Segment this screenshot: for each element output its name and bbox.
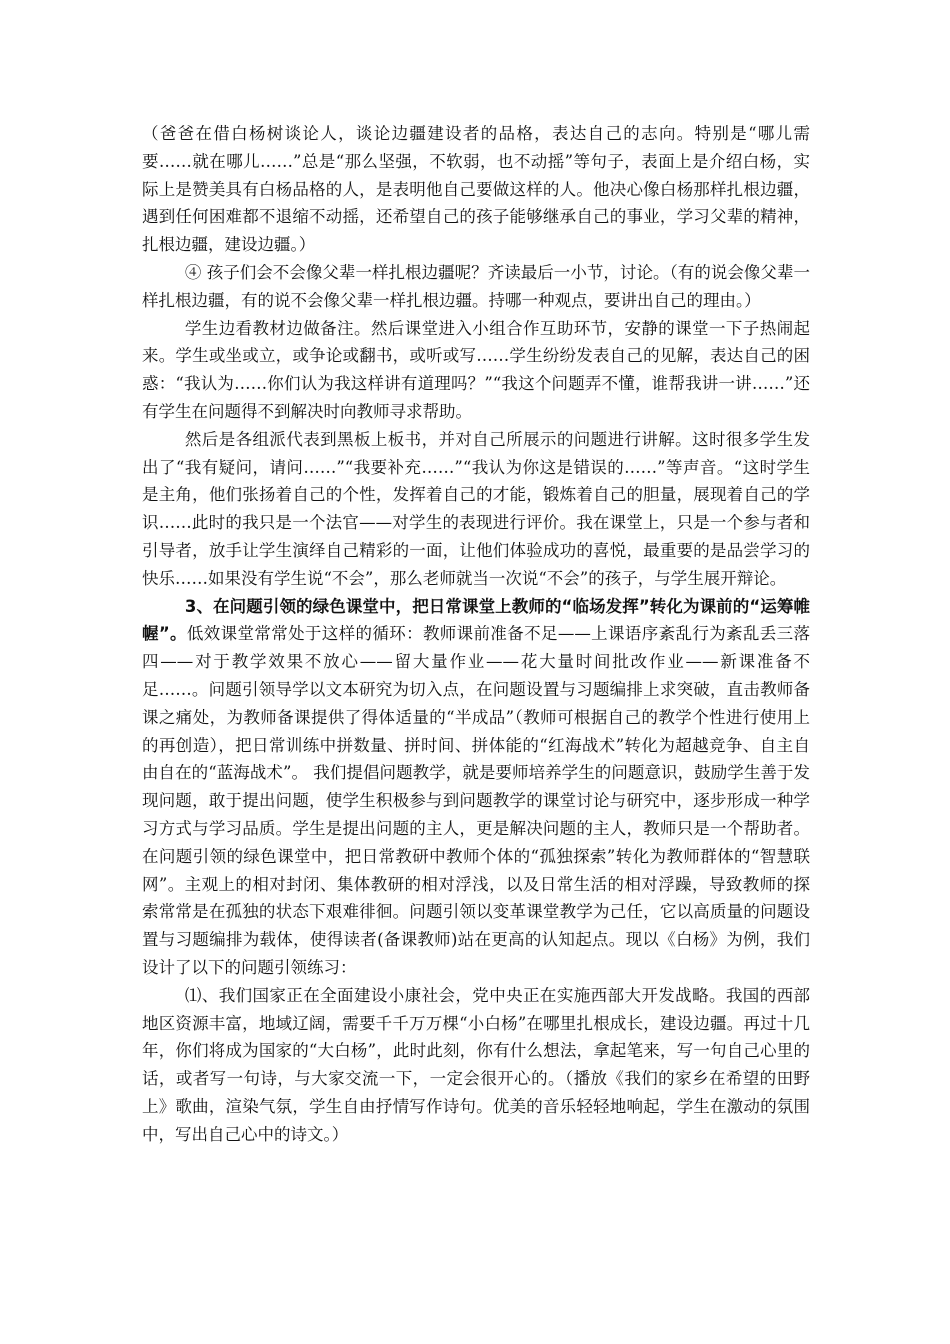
paragraph-exercise-1: ⑴、我们国家正在全面建设小康社会，党中央正在实施西部大开发战略。我国的西部地区资源丰富，地域辽阔，需要千千万万棵“小白杨”在哪里扎根成长，建设边疆。再过十几年，你们将成为国家的“大白杨”，此时此刻，你有什么想法，拿起笔来，写一句自己心里的话，或者写一句诗，与大家交流一下，一定会很开心的。（播放《我们的家乡在希望的田野上》歌曲，渲染气氛，学生自由抒情写作诗句。优美的音乐轻轻地响起，学生在激动的氛围中，写出自己心中的诗文。）	[142, 985, 810, 1144]
document-body	[142, 120, 810, 1148]
section-3-text: 低效课堂常常处于这样的循环：教师课前准备不足——上课语序紊乱行为紊乱丢三落四——对于教学效果不放心——留大量作业——花大量时间批改作业——新课准备不足……。问题引领导学以文本研究为切入点，在问题设置与习题编排上求突破，直击教师备课之痛处，为教师备课提供了得体适量的“半成品”（教师可根据自己的教学个性进行使用上的再创造），把日常训练中拼数量、拼时间、拼体能的“红海战术”转化为超越竞争、自主自由自在的“蓝海战术”。 我们提倡问题教学，就是要师培养学生的问题意识，鼓励学生善于发现问题，敢于提出问题，使学生积极参与到问题教学的课堂讨论与研究中，逐步形成一种学习方式与学习品质。学生是提出问题的主人，更是解决问题的主人，教师只是一个帮助者。在问题引领的绿色课堂中，把日常教研中教师个体的“孤独探索”转化为教师群体的“智慧联网”。主观上的相对封闭、集体教研的相对浮浅，以及日常生活的相对浮躁，导致教师的探索常常是在孤独的状态下艰难徘徊。问题引领以变革课堂教学为己任，它以高质量的问题设置与习题编排为载体，使得读者(备课教师)站在更高的认知起点。现以《白杨》为例，我们设计了以下的问题引领练习：	[142, 624, 810, 977]
section-3-heading: 3、在问题引领的绿色课堂中，把日常课堂上教师的“临场发挥”转化为课前的“运筹帷幄”。	[142, 596, 810, 644]
paragraph-section-3	[142, 593, 810, 982]
paragraph-blackboard: 然后是各组派代表到黑板上板书，并对自己所展示的问题进行讲解。这时很多学生发出了“我有疑问，请问……”“我要补充……”“我认为你这是错误的……”等声音。“这时学生是主角，他们张扬着自己的个性，发挥着自己的才能，锻炼着自己的胆量，展现着自己的学识……此时的我只是一个法官——对学生的表现进行评价。我在课堂上，只是一个参与者和引导者，放手让学生演绎自己精彩的一面，让他们体验成功的喜悦，最重要的是品尝学习的快乐……如果没有学生说“不会”，那么老师就当一次说“不会”的孩子，与学生展开辩论。	[142, 429, 810, 588]
paragraph-father-poplar: （爸爸在借白杨树谈论人，谈论边疆建设者的品格，表达自己的志向。特别是“哪儿需要……就在哪儿……”总是“那么坚强，不软弱，也不动摇”等句子，表面上是介绍白杨，实际上是赞美具有白杨品格的人，是表明他自己要做这样的人。他决心像白杨那样扎根边疆，遇到任何困难都不退缩不动摇，还希望自己的孩子能够继承自己的事业，学习父辈的精神，扎根边疆，建设边疆。）	[142, 124, 810, 255]
paragraph-children-question: ④ 孩子们会不会像父辈一样扎根边疆呢？齐读最后一小节，讨论。（有的说会像父辈一样扎根边疆，有的说不会像父辈一样扎根边疆。持哪一种观点，要讲出自己的理由。）	[142, 262, 810, 310]
paragraph-group-work: 学生边看教材边做备注。然后课堂进入小组合作互助环节，安静的课堂一下子热闹起来。学生或坐或立，或争论或翻书，或听或写……学生纷纷发表自己的见解，表达自己的困惑：“我认为……你们认为我这样讲有道理吗？”“我这个问题弄不懂，谁帮我讲一讲……”还有学生在问题得不到解决时向教师寻求帮助。	[142, 318, 810, 421]
